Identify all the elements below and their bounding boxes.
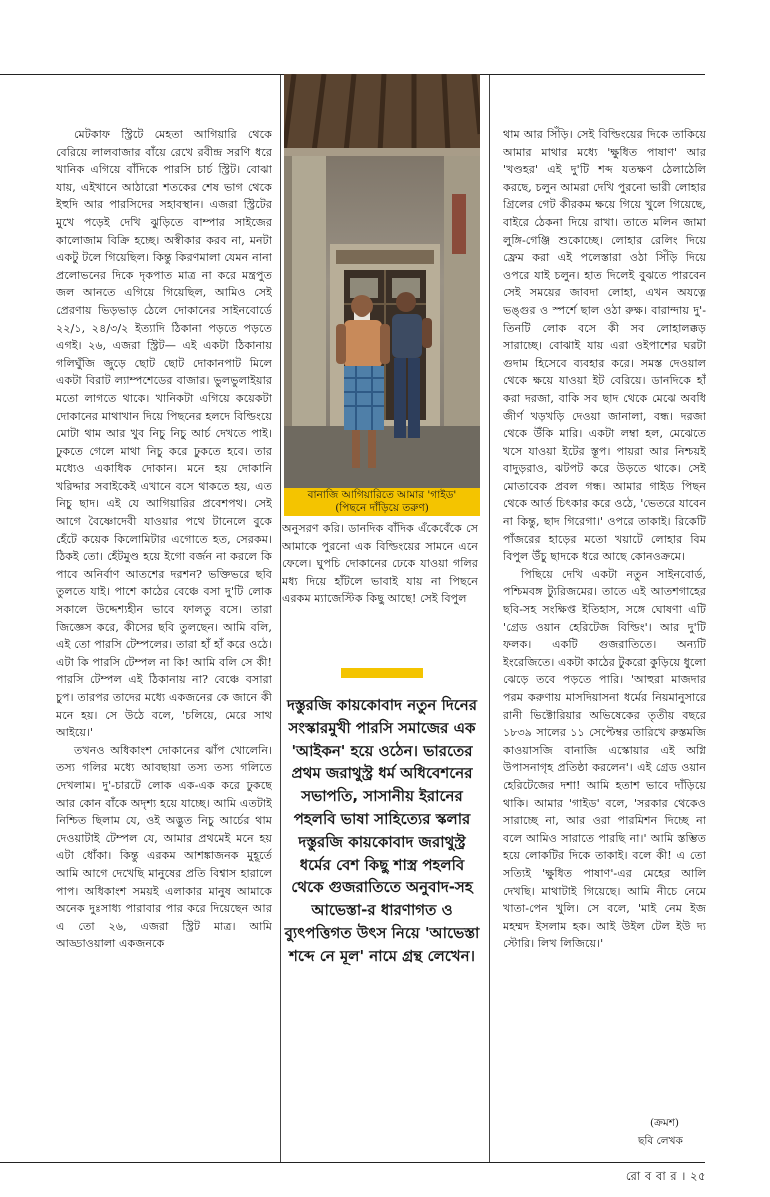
column-divider-right: [489, 75, 490, 1162]
photo-caption-line2: (পিছনে দাঁড়িয়ে তরুণ): [335, 502, 429, 514]
continued-label: (ক্রমশ): [650, 1117, 680, 1129]
article-column-2: অনুসরণ করি। ডানদিক বাঁদিক এঁকেবেঁকে সে আমাকে পুরনো এক বিল্ডিংয়ের সামনে এনে ফেলে। ঘুপচি দোকানের ঢেকে যাওয়া গলির মধ্য দিয়ে হাঁটলে ভাবাই যায় না পিছনে এরকম ম্যাজেস্টিক কিছু আছে! সেই বিপুল: [282, 522, 478, 606]
photo-caption-line1: বানাজি আগিয়ারিতে আমার 'গাইড': [307, 489, 457, 501]
pull-quote-bar-top: [341, 668, 423, 678]
article-paragraph: পিছিয়ে দেখি একটা নতুন সাইনবোর্ড, পশ্চিমবঙ্গ ট্যুরিজমের। তাতে এই আতশগাহের ছবি-সহ সংক্ষিপ্ত ইতিহাস, সঙ্গে ঘোষণা এটি 'গ্রেড ওয়ান হেরিটেজ বিল্ডিং'। আর দু'টি ফলক। একটি গুজরাতিতে। অন্যটি ইংরেজিতে। একটা কাঠের টুকরো কুড়িয়ে ধুলো ঝেড়ে তবে পড়তে পারি। 'আহুরা মাজদার পরম করুণায় মাসদিয়াসনা ধর্মের নিয়মানুসারে রানী ভিক্টোরিয়ার অভিষেকের তৃতীয় বছরে ১৮৩৯ সালের ১১ সেপ্টেম্বর তারিখে রুস্তমজি কাওয়াসজি বানাজি এস্কোয়ার এই অগ্নি উপাসনাগৃহ প্রতিষ্ঠা করলেন'। এই গ্রেড ওয়ান হেরিটেজের দশা! আমি হতাশ ভাবে দাঁড়িয়ে থাকি। আমার 'গাইড' বলে, 'সরকার থেকেও সারাচ্ছে না, আর ওরা পারমিশন দিচ্ছে না বলে আমিও সারাতে পারছি না।' আমি স্তম্ভিত হয়ে লোকটির দিকে তাকাই। বলে কী! এ তো সত্যিই 'ক্ষুধিত পাষাণ'-এর মেহের আলি দেখছি। মাথাটাই গিয়েছে। আমি নীচে নেমে খাতা-পেন খুলি। সে বলে, 'মাই নেম ইজ মহম্মদ ইসলাম হক। আই উইল টেল ইউ দ্য স্টোরি। লিখ লিজিয়ে।': [503, 567, 706, 951]
article-column-1: [56, 126, 272, 1156]
pull-quote-text: দস্তুরজি কায়কোবাদ নতুন দিনের সংস্কারমুখী পারসি সমাজের এক 'আইকন' হয়ে ওঠেন। ভারতের প্রথম জরাথুস্ট্র ধর্ম অধিবেশনের সভাপতি, সাসানীয় ইরানের পহলবি ভাষা সাহিত্যের স্কলার দস্তুরজি কায়কোবাদ জরাথুস্ট্র ধর্মের বেশ কিছু শাস্ত্র পহলবি থেকে গুজরাতিতে অনুবাদ-সহ আভেস্তা-র ধারণাগত ও ব্যুৎপত্তিগত উৎস নিয়ে 'আভেস্তা শব্দে নে মূল' নামে গ্রন্থ লেখেন।: [284, 696, 480, 965]
bottom-rule: [0, 1162, 705, 1163]
article-paragraph: মেটকাফ স্ট্রিটে মেহতা আগিয়ারি থেকে বেরিয়ে লালবাজার বাঁয়ে রেখে রবীন্দ্র সরণি ধরে খানিক এগিয়ে বাঁদিকে পারসি চার্চ স্ট্রিট। বোঝা যায়, এইখানে আঠারো শতকের শেষ ভাগ থেকে ইহুদি আর পারসিদের সহাবস্থান। এজরা স্ট্রিটের মুখে পড়েই দেখি ঝুড়িতে বাম্পার সাইজের কালোজাম বিক্রি হচ্ছে। অস্বীকার করব না, মনটা একটু টলে গিয়েছিল। কিন্তু কিরণমালা যেমন নানা প্রলোভনের দিকে দৃকপাত মাত্র না করে মন্ত্রপুত জল আনতে এগিয়ে গিয়েছিল, আমিও সেই প্রেরণায় ভিড়ভাড় ঠেলে দোকানের সাইনবোর্ডে ২২/১, ২৪/৩/২ ইত্যাদি ঠিকানা পড়তে পড়তে এগই। ২৬, এজরা স্ট্রিট— এই একটা ঠিকানায় গলিঘুঁজি জুড়ে ছোট ছোট দোকানপাট মিলে একটা বিরাট ল্যাম্পশেডের বাজার। ভুলভুলাইয়ার মতো লাগতে থাকে। খানিকটা এগিয়ে কয়েকটা দোকানের মাথাখান দিয়ে পিছনের হলদে বিল্ডিংয়ে মোটা থাম আর খুব নিচু নিচু আর্চ দেখতে পাই। ঢুকতে গেলে মাথা নিচু করে ঢুকতে হবে। তার মধ্যেও একাধিক দোকান। মনে হয় দোকানি খরিদ্দার সবাইকেই এখানে বসে থাকতে হয়, এত নিচু ছাদ। এই যে আগিয়ারির প্রবেশপথ। সেই আগে বৈষ্ণোদেবী যাওয়ার পথে টানেলে বুকে হেঁটে কয়েক কিলোমিটার এগোতে হত, সেরকম। ঠিকই তো। হেঁটমুণ্ড হয়ে ইগো বর্জন না করলে কি পাবে অনির্বাণ আতশের দরশন? ভক্তিভরে ছবি তুলতে যাই। পাশে কাঠের বেঞ্চে বসা দু'টি লোক সকালে উদ্দেশ্যহীন ভাবে ফালতু বসে। তারা জিজ্ঞেস করে, কীসের ছবি তুলছেন। আমি বলি, এই তো পারসি টেম্পলের। তারা হাঁ হাঁ করে ওঠে। এটা কি পারসি টেম্পল না কি! আমি বলি সে কী! পারসি টেম্পল এই ঠিকানায় না? বেঞ্চে বসারা চুপ। তারপর তাদের মধ্যে একজনের কে জানে কী মনে হয়। সে উঠে বলে, 'চলিয়ে, মেরে সাথ আইয়ে।': [56, 128, 272, 740]
photo-caption: [284, 488, 480, 516]
article-column-3: [503, 126, 706, 1118]
article-paragraph: থাম আর সিঁড়ি। সেই বিল্ডিংয়ের দিকে তাকিয়ে আমার মাথার মধ্যে 'ক্ষুধিত পাষাণ' আর 'খণ্ডহর' এই দু'টি শব্দ যতক্ষণ ঠেলাঠেলি করছে, চলুন আমরা দেখি পুরনো ভারী লোহার গ্রিলের গেট কীরকম ক্ষয়ে গিয়ে খুলে গিয়েছে, বাইরে ঠেকনা দিয়ে রাখা। তাতে মলিন জামা লুঙ্গি-গেঞ্জি শুকোচ্ছে। লোহার রেলিং দিয়ে ফ্রেম করা এই পলেস্তারা ওঠা সিঁড়ি দিয়ে ওপরে যাই চলুন। হাত দিলেই বুঝতে পারবেন সেই সময়ের জাবদা লোহা, এখন অযত্নে ভঙ্গুর ও স্পর্শে ছাল ওঠা রুক্ষ। বারান্দায় দু'-তিনটি লোক বসে কী সব লোহালক্কড় সারাচ্ছে। বোঝাই যায় এরা ওইপাশের ঘরটা গুদাম হিসেবে ব্যবহার করে। সমস্ত দেওয়াল থেকে ক্ষয়ে যাওয়া ইট বেরিয়ে। ডানদিকে হাঁ করা দরজা, বাকি সব ছাদ থেকে মেঝে অবধি জীর্ণ খড়খড়ি দেওয়া জানালা, বন্ধ। দরজা থেকে উঁকি মারি। একটা লম্বা হল, মেঝেতে খসে যাওয়া ইটের স্তূপ। পায়রা আর নিশ্চয়ই বাদুড়রাও, ঝটপট করে উড়তে থাকে। সেই মোতাবেক প্রবল গন্ধ। আমার গাইড পিছন থেকে আর্ত চিৎকার করে ওঠে, 'ভেতরে যাবেন না কিন্তু, ছাদ গিরেগা।' ওপরে তাকাই। রিকেটি পাঁজরের হাড়ের মতো খয়াটে লোহার বিম বিপুল উঁচু ছাদকে ধরে আছে কোনওক্রমে।: [503, 128, 706, 564]
photo-illustration: [284, 74, 480, 488]
photo-credit: ছবি লেখক: [638, 1135, 683, 1147]
column-divider-left: [280, 75, 281, 1162]
page-folio: রো ব বা র । ২৫: [625, 1169, 706, 1183]
article-paragraph: তখনও অধিকাংশ দোকানের ঝাঁপ খোলেনি। তস্য গলির মধ্যে আবছায়া তস্য তস্য গলিতে দেখলাম। দু'-চারটে লোক এক-এক করে ঢুকছে আর কোন বাঁকে অদৃশ্য হয়ে যাচ্ছে। আমি এতটাই নিশ্চিত ছিলাম যে, ওই অদ্ভুত নিচু আর্চের থাম দেওয়াটাই টেম্পল যে, আমার প্রথমেই মনে হয় এটা ধোঁকা। কিন্তু এরকম আশঙ্কাজনক মুহূর্তে আমি আগে দেখেছি মানুষের প্রতি বিশ্বাস হারালে পাপ। অধিকাংশ সময়ই এলাকার মানুষ আমাকে অনেক দুঃসাধ্য পারাবার পার করে দিয়েছেন আর এ তো ২৬, এজরা স্ট্রিট মাত্র। আমি আড্ডাওয়ালা একজনকে: [56, 743, 272, 951]
article-photo: [284, 74, 480, 488]
pull-quote: [284, 668, 480, 1138]
